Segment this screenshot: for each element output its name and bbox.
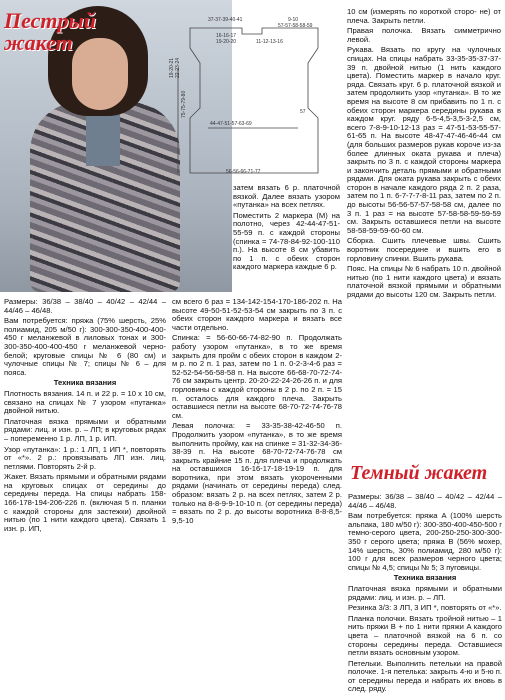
- text-col-right: [347, 8, 501, 302]
- para: Платочная вязка прямыми и обратными рядами: лиц. и изн. р. – ЛП.: [348, 583, 502, 602]
- schema-left-a: 19-20-21: [169, 57, 175, 78]
- section-heading: Техника вязания: [53, 378, 117, 388]
- schema-side: 57: [300, 109, 306, 115]
- section-heading: Техника вязания: [393, 573, 457, 583]
- para: Размеры: 36/38 – 38/40 – 40/42 – 42/44 – 44/46 – 46/48.: [4, 297, 166, 315]
- text-col-c: [348, 493, 502, 696]
- schema-top-b: 9-10: [288, 17, 299, 23]
- para: затем вязать 6 р. платочной вязкой. Далее вязать узором «путанка» на всех петлях.: [233, 183, 340, 210]
- para: Планка полочки. Вязать тройной нитью – 1 нить пряжи B + по 1 нити пряжи A каждого цвета – платочной вязкой на 6 п. со стороны середины переда. Оставшиеся петли вязать основным узором.: [348, 613, 502, 658]
- para: Пояс. На спицы № 6 набрать 10 п. двойной нитью (по 1 нити каждого цвета) и вязать платочной вязкой прямыми и обратными рядами до высоты 120 см. Закрыть петли.: [347, 264, 501, 299]
- schema-width-2: 56-56-66-71-77: [226, 169, 261, 175]
- title-1-line-2: жакет: [4, 30, 73, 55]
- schema-mid-b: 19-20-20: [216, 39, 237, 45]
- schema-left-b: 22-23-24: [175, 57, 181, 78]
- para: Вам потребуется: пряжа (75% шерсть, 25% полиамид, 205 м/50 г): 300-300-350-400-400-450 г меланжевой в лиловых тонах и 300-300-350-400-400-450 г меланжевой черно-белой; круговые спицы № 6 (80 см) и чулочные спицы № 7; спицы № 6 – для пояса.: [4, 316, 166, 377]
- para: Узор «путанка»: 1 р.: 1 ЛП, 1 ИП *, повторять от «*». 2 р.: провязывать ЛП изн. лиц. петлями. Повторять 2-й р.: [4, 444, 166, 471]
- para: Правая полочка. Вязать симметрично левой.: [347, 26, 501, 44]
- text-col-b: [172, 298, 342, 527]
- title-1-line-1: Пестрый: [4, 8, 96, 33]
- para: Жакет. Вязать прямыми и обратными рядами на круговых спицах от середины до середины переда. На спицы набрать 158-166-178-194-206-226 п. (включая 5 п. планки с каждой стороны для застежки) двойной нитью (по 1 нити каждого цвета). Связать 1 изн. р. ИП,: [4, 472, 166, 533]
- schema-top-c: 57-57-58-58-59: [278, 23, 313, 29]
- schema-width-1: 44-47-51-57-63-69: [210, 121, 252, 127]
- para: Плотность вязания. 14 п. и 22 р. = 10 x 10 см, связано на спицах № 7 узором «путанка» двойной нитью.: [4, 388, 166, 416]
- para: Поместить 2 маркера (М) на полотно, через 42-44-47-51-55-59 п. с каждой стороны (спинка = 74-78-84-92-100-110 п.). На высоте 8 см убавить по 1 п. с обеих сторон каждого маркера каждые 6 р.: [233, 210, 340, 272]
- para: Левая полочка: = 33-35-38-42-46-50 п. Продолжить узором «путанка», в то же время выполнить пройму, как на спинке = 31-32-34-36-38-39 п. На высоте 68-70-72-74-76-78 см закрыть крайние 15 п. для плеча и продолжать на оставшихся 16-16-17-18-19-19 п. для воротника, при этом вязать укороченными рядами (начинать от середины переда) след. образом: вязать 2 р. на всех петлях, затем 2 р. только на 8-8-9-9-10-10 п. (от середины переда) = вязать по 2 р. до высоты воротника 8-8-8,5-9,5-10: [172, 421, 342, 525]
- schema-top-a: 37-37-39-40-41: [208, 17, 243, 23]
- para: Сборка. Сшить плечевые швы. Сшить воротник посередине и вшить его в горловину спинки. Вшить рукава.: [347, 236, 501, 263]
- schema-left-c: 75-75-79-80: [181, 90, 187, 118]
- text-col-a: [4, 298, 166, 535]
- pattern-schema: [168, 8, 340, 178]
- para: Петельки. Выполнить петельки на правой полочке. 1-я петелька: закрыть 4-ю и 5-ю п. от середины переда и набрать их вновь в след. ряду.: [348, 658, 502, 694]
- title-2: Темный жакет: [350, 462, 488, 484]
- para: см всего 6 раз = 134-142-154-170-186-202 п. На высоте 49-50-51-52-53-54 см закрыть по 3 п. с обеих сторон каждого маркера и вязать все части отдельно.: [172, 297, 342, 332]
- para: Резинка 3/3: 3 ЛП, 3 ИП *, повторять от «*».: [348, 603, 502, 613]
- schema-mid-a: 16-16-17: [216, 33, 237, 39]
- para: 10 см (измерять по короткой сторо- не) от плеча. Закрыть петли.: [347, 7, 501, 25]
- para: Платочная вязка прямыми и обратными рядами: лиц. и изн. р. – ЛП; в круговых рядах – попеременно 1 р. ЛП, 1 р. ИП.: [4, 416, 166, 443]
- para: Вам потребуется: пряжа A (100% шерсть альпака, 180 м/50 г): 300-350-400-450-500 г темно-серого цвета, 200-250-250-300-300-350 г серого цвета; пряжа B (56% мохер, 14% шерсть, 30% полиамид, 280 м/50 г): 100 г для всех размеров черного цвета; спицы № 4,5; спицы № 5; 3 пуговицы.: [348, 511, 502, 572]
- schema-mid-c: 11-12-13-16: [256, 39, 283, 45]
- para: Рукава. Вязать по кругу на чулочных спицах. На спицы набрать 33-35-35-37-37-39 п. двойной нитью (1 нить каждого цвета). Поместить маркер в начало круг. ряда. Связать круг. 6 р. платочной вязкой и затем продолжить узор «путанка». В то же время на высоте 8 см прибавить по 1 п. с обеих сторон маркера середины рукава в каждом круг. ряду 6-5-4,5-3,5-3-2,5 см, всего 7-8-9-10-12-13 раз = 47-51-53-55-57-61-65 п. На высоте 48-47-47-46-46-44 см (для больших размеров рукав короче из-за более длинных оката рукава и плеча) закрыть по 3 п. с каждой стороны маркера и закончить деталь прямыми и обратными рядами. Для оката рукава закрыть с обеих сторон в начале каждого ряда 2 п. 2 раза, затем по 1 п. 6-7-7-7-8-11 раз, затем по 2 п. до высоты 56-56-57-57-58-58 см, далее по 3 п. 1 раз = на высоте 57-58-58-59-59-59 см. Закрыть оставшиеся петли на высоте 58-58-59-59-60-60 см.: [347, 45, 501, 235]
- para: Размеры: 36/38 – 38/40 – 40/42 – 42/44 – 44/46 – 46/48.: [348, 492, 502, 510]
- para: Спинка: = 56-60-66-74-82-90 п. Продолжать работу узором «путанка», в то же время закрыть для пройм с обеих сторон в каждом 2-м р. по 2 п. 1 раз, затем по 1 п. 0-2-3-4-6 раз = 52-52-54-56-58-58 п. На высоте 66-68-70-72-74-76 см закрыть центр. 20-20-22-24-26-26 п. и для горловины с каждой стороны в 2 р. по 2 п. = 15 п. осталось для каждого плеча. Закрыть оставшиеся петли на высоте 68-70-72-74-76-78 см.: [172, 333, 342, 420]
- text-col-p1: [233, 184, 340, 274]
